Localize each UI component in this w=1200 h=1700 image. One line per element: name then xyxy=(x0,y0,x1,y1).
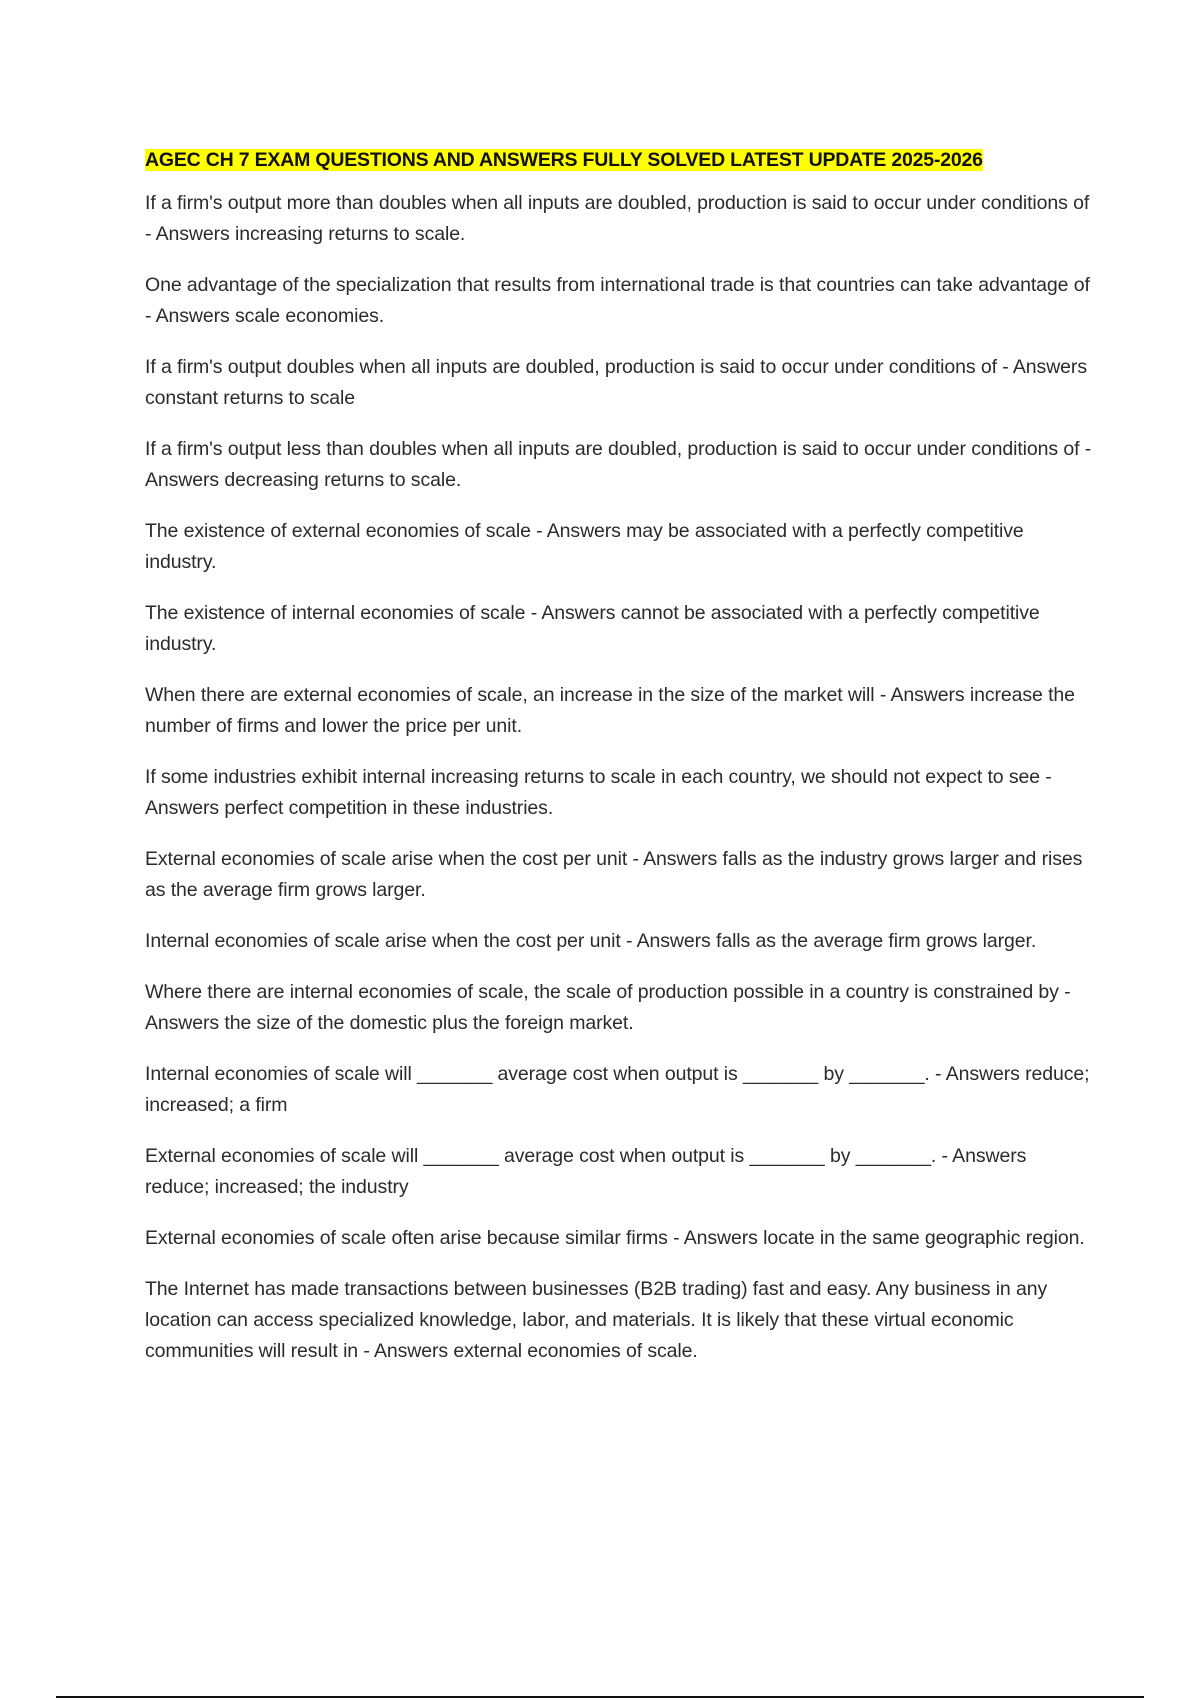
document-body xyxy=(145,146,1095,1387)
qa-item: One advantage of the specialization that results from international trade is that countries can take advantage of - Answers scale economies. xyxy=(145,274,1090,327)
qa-item: If some industries exhibit internal increasing returns to scale in each country, we should not expect to see - Answers perfect competition in these industries. xyxy=(145,766,1052,819)
qa-item: Internal economies of scale arise when the cost per unit - Answers falls as the average firm grows larger. xyxy=(145,930,1037,952)
qa-item: The existence of internal economies of scale - Answers cannot be associated with a perfectly competitive industry. xyxy=(145,602,1040,655)
document-title: AGEC CH 7 EXAM QUESTIONS AND ANSWERS FULLY SOLVED LATEST UPDATE 2025-2026 xyxy=(145,149,983,171)
qa-item: External economies of scale arise when the cost per unit - Answers falls as the industry grows larger and rises as the average firm grows larger. xyxy=(145,848,1083,901)
qa-item: If a firm's output doubles when all inputs are doubled, production is said to occur under conditions of - Answers constant returns to scale xyxy=(145,356,1087,409)
qa-item: The Internet has made transactions between businesses (B2B trading) fast and easy. Any business in any location can access specialized knowledge, labor, and materials. It is likely that these virtual economic communities will result in - Answers external economies of scale. xyxy=(145,1278,1048,1362)
footer-divider xyxy=(56,1696,1144,1698)
qa-item: Internal economies of scale will _______ average cost when output is _______ by _______. - Answers reduce; increased; a firm xyxy=(145,1063,1090,1116)
qa-item: External economies of scale often arise because similar firms - Answers locate in the same geographic region. xyxy=(145,1227,1085,1249)
qa-item: External economies of scale will _______ average cost when output is _______ by _______. - Answers reduce; increased; the industry xyxy=(145,1145,1027,1198)
qa-item: When there are external economies of scale, an increase in the size of the market will - Answers increase the number of firms and lower the price per unit. xyxy=(145,684,1075,737)
qa-item: If a firm's output more than doubles when all inputs are doubled, production is said to occur under conditions of - Answers increasing returns to scale. xyxy=(145,192,1090,245)
title-block xyxy=(145,146,1095,176)
qa-item: If a firm's output less than doubles when all inputs are doubled, production is said to occur under conditions of - Answers decreasing returns to scale. xyxy=(145,438,1092,491)
qa-item: The existence of external economies of scale - Answers may be associated with a perfectly competitive industry. xyxy=(145,520,1024,573)
qa-item: Where there are internal economies of scale, the scale of production possible in a country is constrained by - Answers the size of the domestic plus the foreign market. xyxy=(145,981,1071,1034)
